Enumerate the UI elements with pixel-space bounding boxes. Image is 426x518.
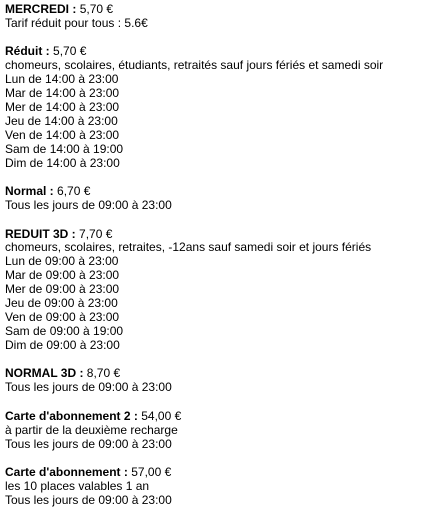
tarif-schedule-thursday: Jeu de 09:00 à 23:00	[5, 296, 118, 311]
tarif-block-reduit	[5, 45, 426, 170]
tarif-schedule-friday: Ven de 14:00 à 23:00	[5, 127, 120, 142]
tarif-detail-line: Tous les jours de 09:00 à 23:00	[5, 492, 172, 507]
tarif-detail-line: les 10 places valables 1 an	[5, 478, 150, 493]
tarif-heading	[5, 3, 426, 17]
tarif-block-mercredi	[5, 3, 426, 31]
tarif-heading	[5, 367, 426, 381]
tarif-name: Normal	[5, 184, 47, 199]
tarif-schedule-friday: Ven de 09:00 à 23:00	[5, 310, 120, 324]
tarif-separator: :	[130, 408, 142, 423]
tarif-block-normal-3d	[5, 367, 426, 395]
tarif-name: Carte d'abonnement	[5, 465, 121, 480]
tarif-separator: :	[69, 2, 80, 16]
tarif-detail-line: à partir de la deuxième recharge	[5, 422, 178, 437]
tarif-detail-line: Tarif réduit pour tous : 5.6€	[5, 15, 148, 30]
tarif-schedule-monday: Lun de 14:00 à 23:00	[5, 72, 119, 87]
tarif-name: MERCREDI	[5, 2, 70, 16]
tarif-heading	[5, 410, 426, 424]
tarif-block-carte-abonnement	[5, 466, 426, 508]
tarif-detail-line: Tous les jours de 09:00 à 23:00	[5, 380, 172, 395]
tarif-price: 5,70 €	[53, 44, 87, 59]
tarif-schedule-tuesday: Mar de 14:00 à 23:00	[5, 86, 120, 101]
tarif-detail-line: Tous les jours de 09:00 à 23:00	[5, 436, 172, 451]
tarif-detail-line: Tous les jours de 09:00 à 23:00	[5, 198, 172, 213]
tarif-heading	[5, 466, 426, 480]
tarif-price: 54,00 €	[141, 408, 182, 423]
tarif-price: 57,00 €	[131, 465, 172, 480]
tarif-schedule-thursday: Jeu de 14:00 à 23:00	[5, 113, 118, 128]
tarif-name: REDUIT 3D	[5, 226, 69, 241]
tarif-schedule-tuesday: Mar de 09:00 à 23:00	[5, 268, 120, 283]
tarif-separator: :	[120, 465, 132, 480]
tarif-heading	[5, 45, 426, 59]
tarif-schedule-wednesday: Mer de 14:00 à 23:00	[5, 100, 120, 115]
tarif-price: 7,70 €	[79, 226, 113, 241]
tarif-schedule-sunday: Dim de 14:00 à 23:00	[5, 155, 120, 170]
tarif-schedule-sunday: Dim de 09:00 à 23:00	[5, 337, 120, 352]
tarif-heading	[5, 228, 426, 242]
tarif-schedule-monday: Lun de 09:00 à 23:00	[5, 254, 119, 269]
tarif-block-carte-abonnement-2	[5, 410, 426, 452]
tarif-separator: :	[68, 226, 80, 241]
tarif-name: NORMAL 3D	[5, 366, 77, 381]
tarif-block-reduit-3d	[5, 228, 426, 353]
tarif-separator: :	[76, 366, 87, 381]
tarif-name: Carte d'abonnement 2	[5, 408, 131, 423]
tarif-schedule-wednesday: Mer de 09:00 à 23:00	[5, 282, 120, 297]
tarif-heading	[5, 185, 426, 199]
tarif-schedule-saturday: Sam de 14:00 à 19:00	[5, 141, 124, 156]
tarif-conditions: chomeurs, scolaires, retraites, -12ans sauf samedi soir et jours fériés	[5, 240, 372, 255]
tarif-schedule-saturday: Sam de 09:00 à 19:00	[5, 323, 124, 338]
tarif-conditions: chomeurs, scolaires, étudiants, retraités sauf jours fériés et samedi soir	[5, 58, 384, 73]
tarif-name: Réduit	[5, 44, 43, 59]
tarif-price: 8,70 €	[86, 366, 121, 381]
tarif-price: 6,70 €	[57, 184, 91, 199]
tarif-separator: :	[46, 184, 58, 199]
tarif-price: 5,70 €	[79, 2, 114, 16]
tarif-separator: :	[42, 44, 54, 59]
tarif-block-normal	[5, 185, 426, 213]
